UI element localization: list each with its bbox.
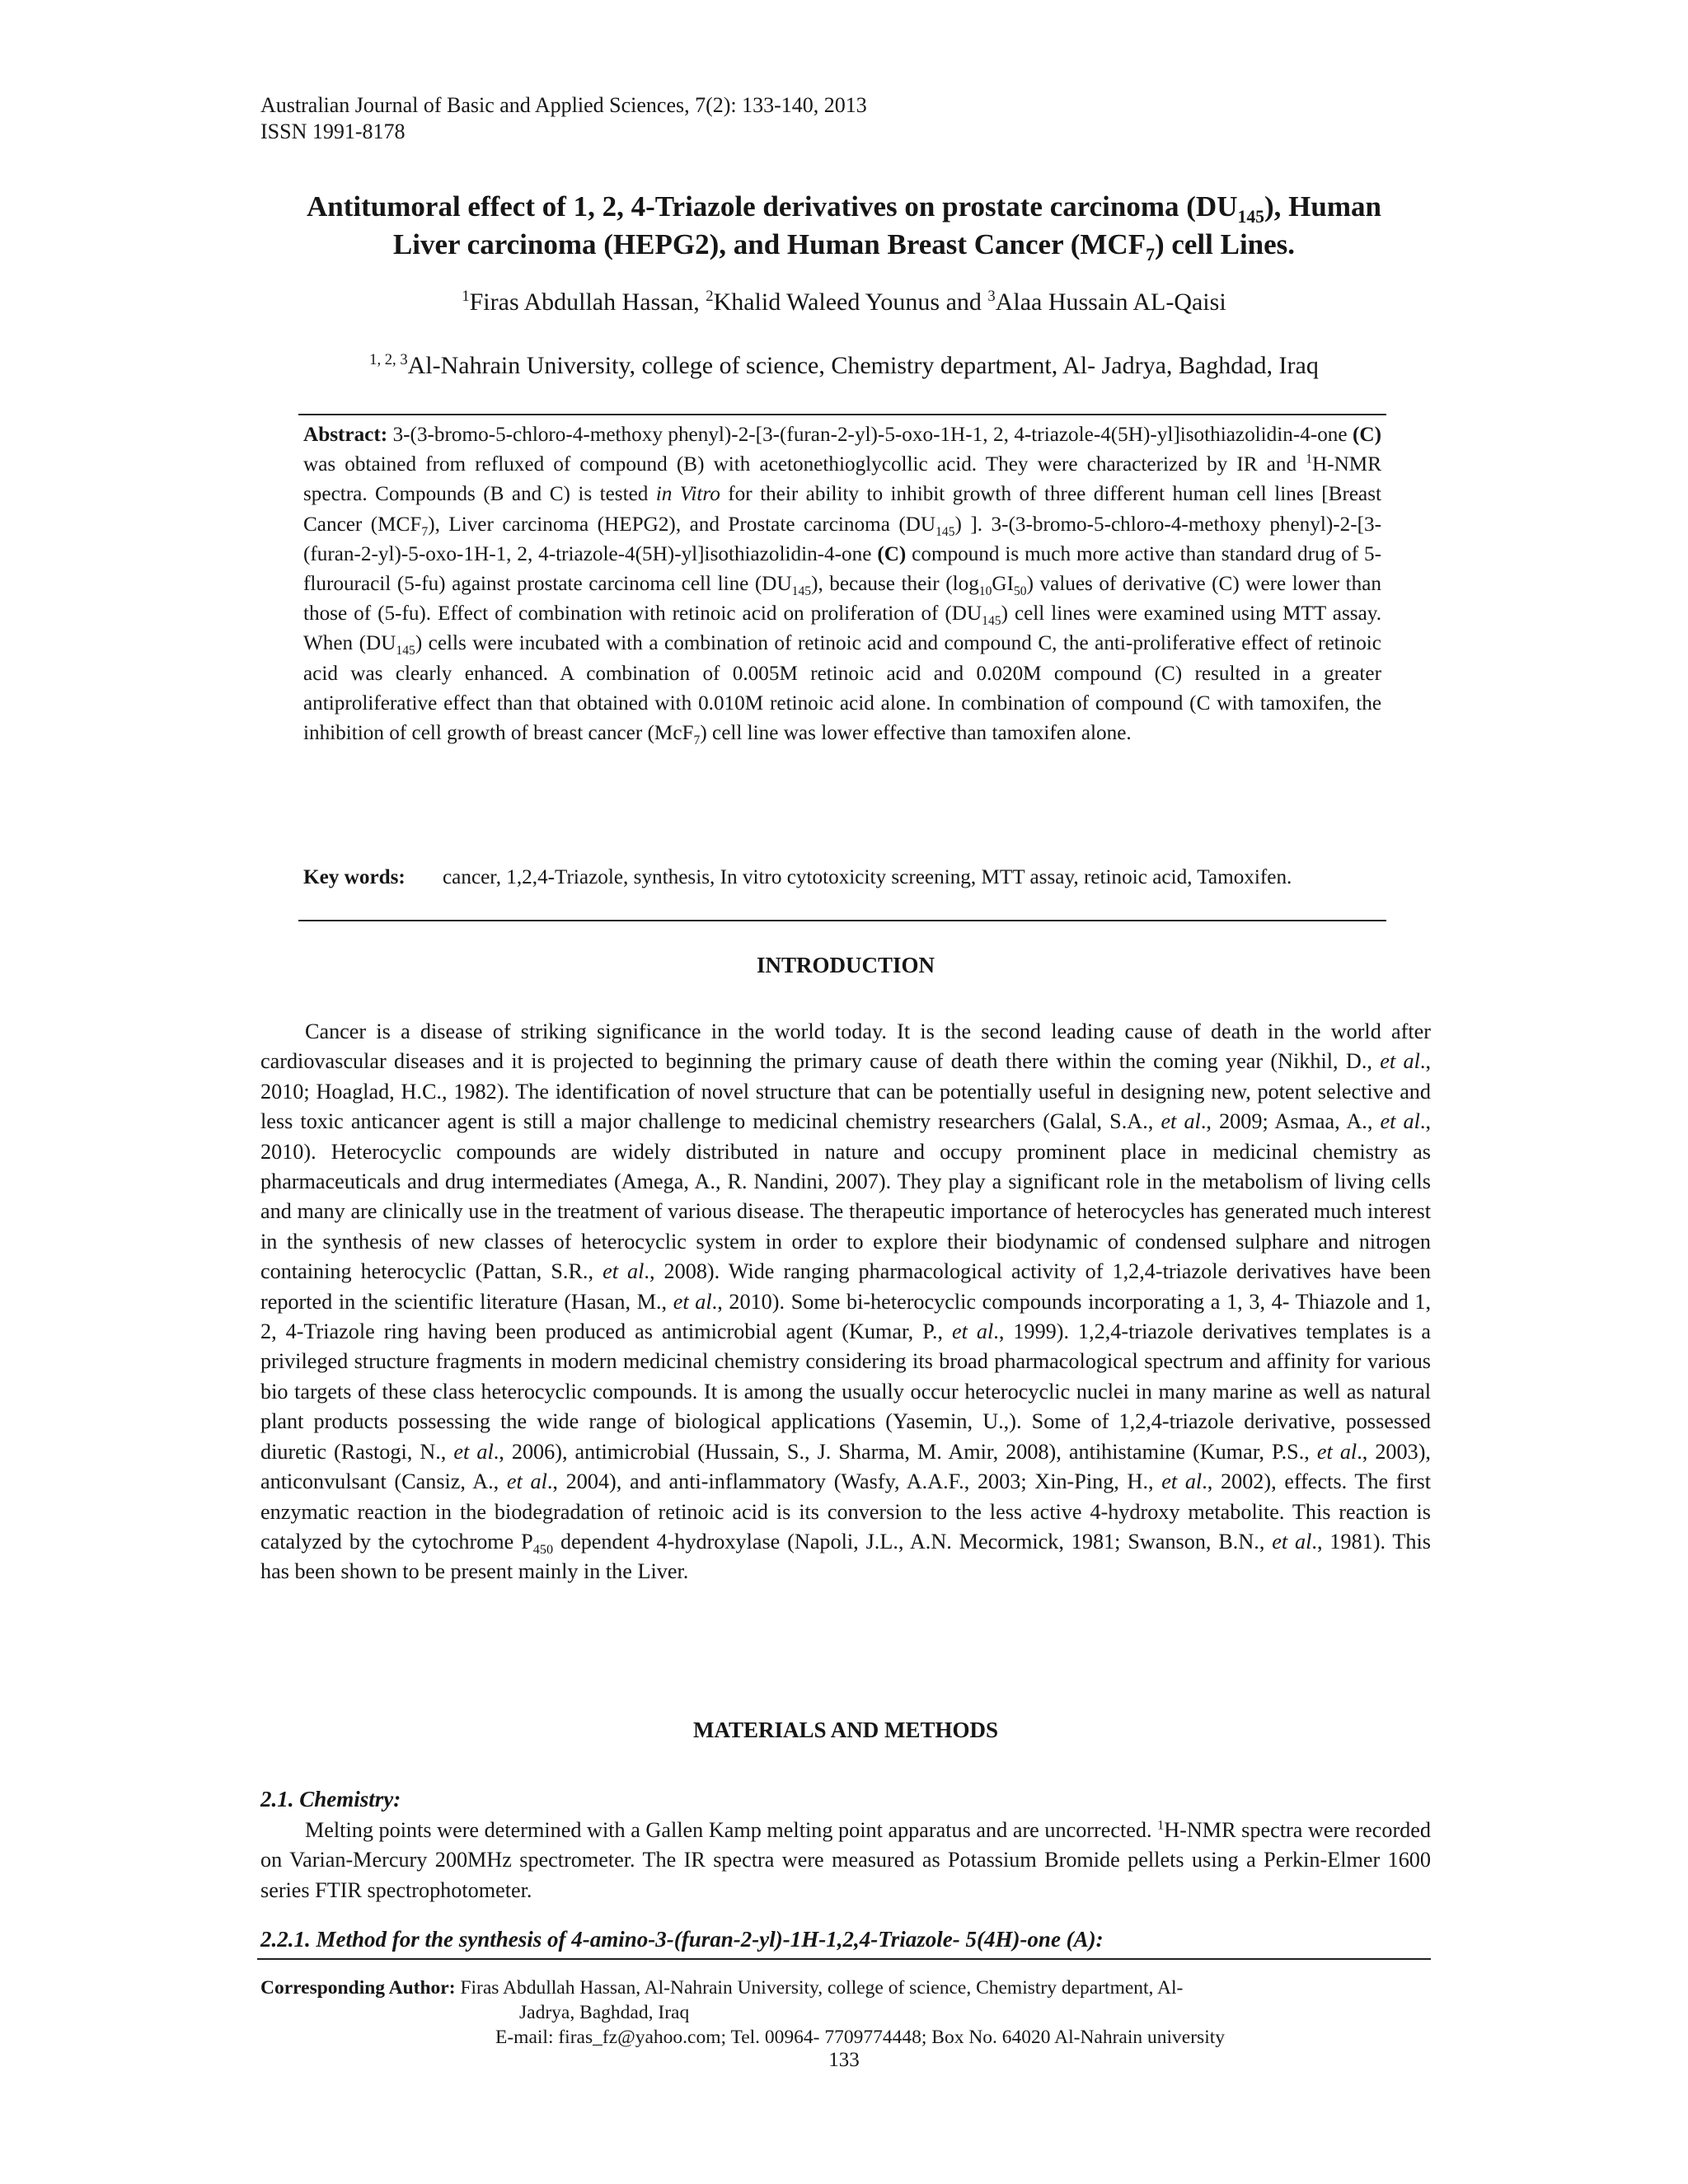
corresponding-line-2: Jadrya, Baghdad, Iraq bbox=[519, 2002, 690, 2023]
introduction-body: Cancer is a disease of striking significance in the world today. It is the second leading cause of death in the world after cardiovascular diseases and it is projected to beginning the primary cause of death there within the coming year (Nikhil, D., et al., 2010; Hoaglad, H.C., 1982). The identification of novel structure that can be potentially useful in designing new, potent selective and less toxic anticancer agent is still a major challenge to medicinal chemistry researchers (Galal, S.A., et al., 2009; Asmaa, A., et al., 2010). Heterocyclic compounds are widely distributed in nature and occupy prominent place in medicinal chemistry as pharmaceuticals and drug intermediates (Amega, A., R. Nandini, 2007). They play a significant role in the metabolism of living cells and many are clinically use in the treatment of various disease. The therapeutic importance of heterocycles has generated much interest in the synthesis of new classes of heterocyclic system in order to explore their biodynamic of condensed sulphare and nitrogen containing heterocyclic (Pattan, S.R., et al., 2008). Wide ranging pharmacological activity of 1,2,4-triazole derivatives have been reported in the scientific literature (Hasan, M., et al., 2010). Some bi-heterocyclic compounds incorporating a 1, 3, 4- Thiazole and 1, 2, 4-Triazole ring having been produced as antimicrobial agent (Kumar, P., et al., 1999). 1,2,4-triazole derivatives templates is a privileged structure fragments in modern medicinal chemistry considering its broad pharmacological spectrum and affinity for various bio targets of these class heterocyclic compounds. It is among the usually occur heterocyclic nuclei in many marine as well as natural plant products possessing the wide range of biological applications (Yasemin, U.,). Some of 1,2,4-triazole derivative, possessed diuretic (Rastogi, N., et al., 2006), antimicrobial (Hussain, S., J. Sharma, M. Amir, 2008), antihistamine (Kumar, P.S., et al., 2003), anticonvulsant (Cansiz, A., et al., 2004), and anti-inflammatory (Wasfy, A.A.F., 2003; Xin-Ping, H., et al., 2002), effects. The first enzymatic reaction in the biodegradation of retinoic acid is its conversion to the less active 4-hydroxy metabolite. This reaction is catalyzed by the cytochrome $P_{450}$ dependent 4-hydroxylase (Napoli, J.L., A.N. Mecormick, 1981; Swanson, B.N., et al., 1981). This has been shown to be present mainly in the Liver. bbox=[260, 1019, 1432, 1584]
abstract-bottom-rule bbox=[298, 920, 1386, 921]
paper-title bbox=[247, 188, 1441, 264]
keywords bbox=[303, 864, 1381, 892]
corresponding-label: Corresponding Author: bbox=[260, 1977, 456, 1999]
title-line-1: Antitumoral effect of 1, 2, 4-Triazole derivatives on prostate carcinoma $(DU_{145})$, Human bbox=[307, 190, 1381, 227]
corresponding-email: E-mail: firas_fz@yahoo.com; Tel. 00964- 7709774448; Box No. 64020 Al-Nahrain university bbox=[495, 2027, 1226, 2048]
abstract: Abstract: 3-(3-bromo-5-chloro-4-methoxy phenyl)-2-[3-(furan-2-yl)-5-oxo-1H-1, 2, 4-triazole-4(5H)-yl]isothiazolidin-4-one (C) was obtained from refluxed of compound (B) with acetonethioglycollic acid. They were characterized by IR and $^1$H-NMR spectra. Compounds (B and C) is tested in Vitro for their ability to inhibit growth of three different human cell lines [Breast Cancer $(MCF_7)$, Liver carcinoma (HEPG2), and Prostate carcinoma $(DU_{145})$ ]. 3-(3-bromo-5-chloro-4-methoxy phenyl)-2-[3-(furan-2-yl)-5-oxo-1H-1, 2, 4-triazole-4(5H)-yl]isothiazolidin-4-one (C) compound is much more active than standard drug of 5-flurouracil (5-fu) against prostate carcinoma cell line $(DU_{145})$, because their $(\log_{10}GI_{50})$ values of derivative (C) were lower than those of (5-fu). Effect of combination with retinoic acid on proliferation of $(DU_{145})$ cell lines were examined using MTT assay. When $(DU_{145})$ cells were incubated with a combination of retinoic acid and compound C, the anti-proliferative effect of retinoic acid was clearly enhanced. A combination of 0.005M retinoic acid and 0.020M compound (C) resulted in a greater antiproliferative effect than that obtained with 0.010M retinoic acid alone. In combination of compound (C with tamoxifen, the inhibition of cell growth of breast cancer (McF$_7$) cell line was lower effective than tamoxifen alone. bbox=[303, 424, 1382, 748]
materials-methods-heading: MATERIALS AND METHODS bbox=[692, 1718, 999, 1742]
title-line-2: Liver carcinoma (HEPG2), and Human Breast Cancer $(MCF_7)$ cell Lines. bbox=[392, 228, 1296, 265]
page-number: 133 bbox=[828, 2049, 860, 2071]
author-1: Firas Abdullah Hassan, bbox=[469, 288, 706, 316]
affiliation: $^{1, 2, 3}$Al-Nahrain University, college of science, Chemistry department, Al- Jadrya, Baghdad, Iraq bbox=[369, 351, 1319, 379]
keywords-label: Key words: bbox=[303, 866, 406, 888]
introduction-heading: INTRODUCTION bbox=[756, 953, 935, 977]
subsection-chemistry: 2.1. Chemistry: bbox=[260, 1787, 401, 1811]
author-3: Alaa Hussain AL-Qaisi bbox=[995, 288, 1226, 316]
abstract-top-rule bbox=[298, 414, 1386, 415]
journal-issn: ISSN 1991-8178 bbox=[260, 120, 406, 143]
corresponding-author bbox=[260, 1975, 1431, 2050]
author-2: Khalid Waleed Younus and bbox=[713, 288, 988, 316]
keywords-text: cancer, 1,2,4-Triazole, synthesis, In vitro cytotoxicity screening, MTT assay, retinoic acid, Tamoxifen. bbox=[443, 866, 1292, 888]
journal-header bbox=[260, 92, 867, 145]
journal-citation: Australian Journal of Basic and Applied Sciences, 7(2): 133-140, 2013 bbox=[260, 93, 867, 117]
chemistry-body: Melting points were determined with a Gallen Kamp melting point apparatus and are uncorrected. $^1$H-NMR spectra were recorded on Varian-Mercury 200MHz spectrometer. The IR spectra were measured as Potassium Bromide pellets using a Perkin-Elmer 1600 series FTIR spectrophotometer. bbox=[260, 1817, 1431, 1902]
footnote-rule bbox=[257, 1958, 1431, 1960]
subsection-synthesis-a: 2.2.1. Method for the synthesis of 4-amino-3-(furan-2-yl)-1H-1,2,4-Triazole- 5(4H)-one (A): bbox=[260, 1927, 1104, 1952]
author-list: $^1$Firas Abdullah Hassan, $^2$Khalid Waleed Younus and $^3$Alaa Hussain AL-Qaisi bbox=[462, 288, 1226, 316]
corresponding-line-1: Corresponding Author: Firas Abdullah Hassan, Al-Nahrain University, college of science, Chemistry department, Al- bbox=[260, 1977, 1184, 1999]
abstract-label: Abstract: bbox=[303, 424, 388, 446]
